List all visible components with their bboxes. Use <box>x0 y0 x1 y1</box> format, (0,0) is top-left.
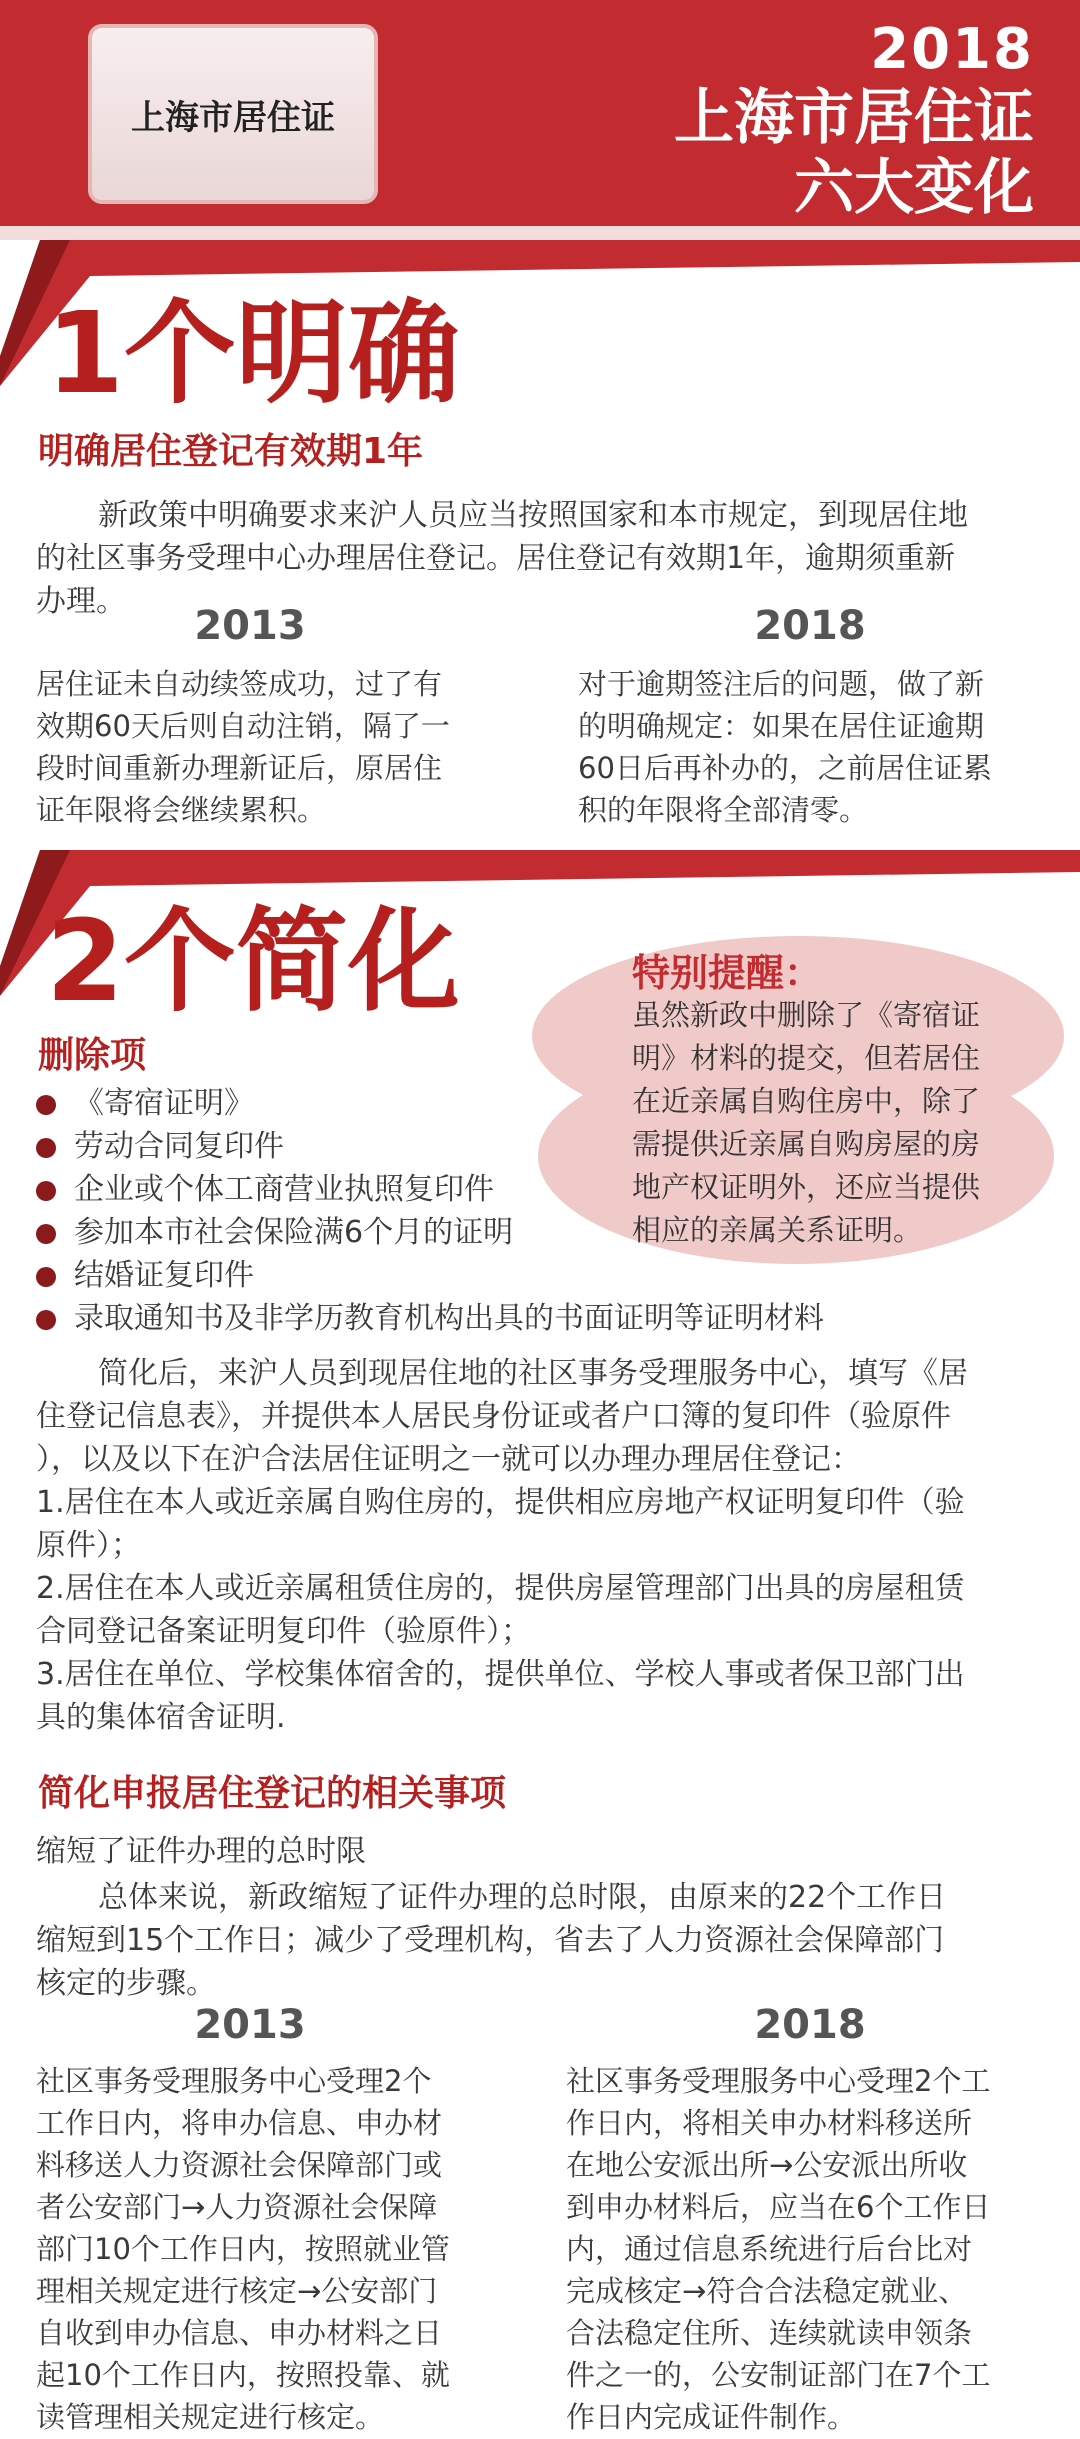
simplified-text <box>36 1352 1056 1739</box>
list-item: 《寄宿证明》 <box>36 1082 1036 1125</box>
section2-left-text <box>36 2060 536 2438</box>
text-line: 核定的步骤。 <box>36 1966 216 2001</box>
text-line: 社区事务受理服务中心受理2个工 <box>566 2064 991 2098</box>
text-line: 理相关规定进行核定→公安部门 <box>36 2274 438 2308</box>
text-line: 需提供近亲属自购房屋的房 <box>632 1127 981 1161</box>
text-line: 虽然新政中删除了《寄宿证 <box>632 998 981 1032</box>
section1-year-left: 2013 <box>194 603 306 649</box>
text-line: 部门10个工作日内，按照就业管 <box>36 2232 450 2266</box>
text-line: 1.居住在本人或近亲属自购住房的，提供相应房地产权证明复印件（验 <box>36 1485 965 1520</box>
section2-year-right: 2018 <box>754 2002 866 2048</box>
report-text <box>36 1876 1056 2005</box>
section1-left-text <box>36 663 516 831</box>
text-line: 效期60天后则自动注销，隔了一 <box>36 709 450 743</box>
text-line: 合法稳定住所、连续就读申领条 <box>566 2316 973 2350</box>
text-line: 证年限将会继续累积。 <box>36 793 327 827</box>
text-line: 地产权证明外，还应当提供 <box>632 1170 981 1204</box>
header-title-line2: 六大变化 <box>794 153 1034 223</box>
text-line: 总体来说，新政缩短了证件办理的总时限，由原来的22个工作日 <box>98 1880 947 1915</box>
intro-line: 的社区事务受理中心办理居住登记。居住登记有效期1年，逾期须重新 <box>36 541 956 576</box>
list-item: 劳动合同复印件 <box>36 1125 1036 1168</box>
text-line: 者公安部门→人力资源社会保障 <box>36 2190 438 2224</box>
text-line: 对于逾期签注后的问题，做了新 <box>578 667 985 701</box>
text-line: 积的年限将全部清零。 <box>578 793 869 827</box>
intro-line: 办理。 <box>36 584 126 619</box>
deleted-items-list <box>36 1082 1036 1340</box>
text-line: 料移送人力资源社会保障部门或 <box>36 2148 443 2182</box>
text-line: 居住证未自动续签成功，过了有 <box>36 667 443 701</box>
list-item: 结婚证复印件 <box>36 1254 1036 1297</box>
text-line: 60日后再补办的，之前居住证累 <box>578 751 992 785</box>
list-item: 录取通知书及非学历教育机构出具的书面证明等证明材料 <box>36 1297 1036 1340</box>
intro-line: 新政策中明确要求来沪人员应当按照国家和本市规定，到现居住地 <box>98 498 968 533</box>
text-line: 社区事务受理服务中心受理2个 <box>36 2064 432 2098</box>
text-line: 简化后，来沪人员到现居住地的社区事务受理服务中心，填写《居 <box>98 1356 968 1391</box>
text-line: 到申办材料后，应当在6个工作日 <box>566 2190 991 2224</box>
list-item: 参加本市社会保险满6个月的证明 <box>36 1211 1036 1254</box>
list-item: 企业或个体工商营业执照复印件 <box>36 1168 1036 1211</box>
text-line: 自收到申办信息、申办材料之日 <box>36 2316 443 2350</box>
text-line: 的明确规定：如果在居住证逾期 <box>578 709 985 743</box>
text-line: 相应的亲属关系证明。 <box>632 1213 923 1247</box>
text-line: ），以及以下在沪合法居住证明之一就可以办理办理居住登记： <box>36 1442 861 1477</box>
badge-text: 上海市居住证 <box>131 97 335 138</box>
section1-subheading: 明确居住登记有效期1年 <box>38 431 424 472</box>
text-line: 读管理相关规定进行核定。 <box>36 2400 385 2434</box>
section2-right-text <box>566 2060 1066 2438</box>
header-year: 2018 <box>870 17 1034 82</box>
text-line: 作日内完成证件制作。 <box>566 2400 857 2434</box>
text-line: 原件）； <box>36 1528 141 1563</box>
text-line: 在地公安派出所→公安派出所收 <box>566 2148 968 2182</box>
reminder-title: 特别提醒： <box>632 951 823 995</box>
text-line: 作日内，将相关申办材料移送所 <box>566 2106 973 2140</box>
report-subtitle: 缩短了证件办理的总时限 <box>36 1834 366 1869</box>
text-line: 2.居住在本人或近亲属租赁住房的，提供房屋管理部门出具的房屋租赁 <box>36 1571 965 1606</box>
text-line: 明》材料的提交，但若居住 <box>632 1041 981 1075</box>
header-badge <box>88 24 378 204</box>
text-line: 在近亲属自购住房中，除了 <box>632 1084 981 1118</box>
text-line: 合同登记备案证明复印件（验原件）； <box>36 1614 531 1649</box>
text-line: 起10个工作日内，按照投靠、就 <box>36 2358 450 2392</box>
section2-year-left: 2013 <box>194 2002 306 2048</box>
section1-year-right: 2018 <box>754 603 866 649</box>
text-line: 3.居住在单位、学校集体宿舍的，提供单位、学校人事或者保卫部门出 <box>36 1657 965 1692</box>
text-line: 住登记信息表》，并提供本人居民身份证或者户口簿的复印件（验原件 <box>36 1399 951 1434</box>
text-line: 完成核定→符合合法稳定就业、 <box>566 2274 968 2308</box>
text-line: 缩短到15个工作日；减少了受理机构，省去了人力资源社会保障部门 <box>36 1923 945 1958</box>
text-line: 具的集体宿舍证明. <box>36 1700 286 1735</box>
section1-heading: 1个明确 <box>46 289 460 419</box>
section2-heading: 2个简化 <box>46 897 460 1027</box>
deleted-title: 删除项 <box>38 1035 147 1076</box>
text-line: 工作日内，将申办信息、申办材 <box>36 2106 443 2140</box>
header-title-line1: 上海市居住证 <box>674 83 1034 153</box>
section1-right-text <box>578 663 1058 831</box>
report-title: 简化申报居住登记的相关事项 <box>38 1773 507 1814</box>
text-line: 件之一的，公安制证部门在7个工 <box>566 2358 991 2392</box>
text-line: 内，通过信息系统进行后台比对 <box>566 2232 973 2266</box>
text-line: 段时间重新办理新证后，原居住 <box>36 751 443 785</box>
